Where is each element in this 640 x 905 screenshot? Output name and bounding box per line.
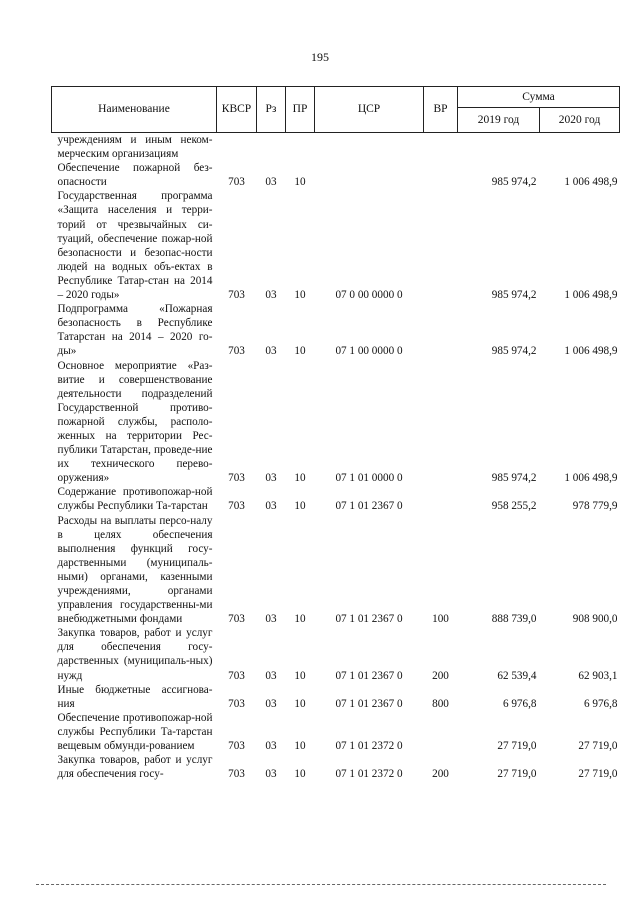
- row-csr: [315, 133, 424, 162]
- row-csr: 07 1 01 2367 0: [335, 697, 403, 710]
- row-sum-2019: 958 255,2: [491, 500, 537, 513]
- row-pr: 10: [294, 345, 306, 358]
- row-name: Основное мероприятие «Раз-витие и совершенствование деятельности подразделений Государственной противо-пожарной службы, располо-женных на территории Рес-публики Татарстан, проведе-ние их технического перево-оружения»: [57, 359, 213, 485]
- row-name: Содержание противопожар-ной службы Республики Та-тарстан: [57, 486, 213, 513]
- page-number: 195: [311, 50, 329, 64]
- row-csr: 07 0 00 0000 0: [335, 289, 403, 302]
- row-rz: 03: [265, 740, 277, 753]
- row-rz: 03: [265, 613, 277, 626]
- row-vr: 100: [432, 613, 449, 626]
- table-header: [52, 87, 620, 133]
- row-vr: 200: [432, 768, 449, 781]
- header-year-2019: 2019 год: [458, 108, 540, 133]
- row-kvsr: 703: [228, 472, 245, 485]
- row-sum-2019: 27 719,0: [497, 740, 537, 753]
- row-sum-2020: 62 903,1: [578, 669, 618, 682]
- row-name: Подпрограмма «Пожарная безопасность в Республике Татарстан на 2014 – 2020 го-ды»: [57, 303, 213, 358]
- row-rz: 03: [265, 176, 277, 189]
- row-kvsr: 703: [228, 613, 245, 626]
- row-vr: 800: [432, 697, 449, 710]
- bottom-divider: [36, 884, 606, 885]
- row-name: Обеспечение пожарной без-опасности: [57, 162, 213, 189]
- row-sum-2019: 985 974,2: [491, 289, 537, 302]
- row-pr: 10: [294, 740, 306, 753]
- row-sum-2019: 6 976,8: [502, 697, 537, 710]
- row-csr: 07 1 01 2367 0: [335, 669, 403, 682]
- table-row: [52, 189, 620, 302]
- row-vr: [424, 161, 458, 189]
- row-rz: [257, 133, 286, 162]
- table-row: [52, 753, 620, 781]
- row-vr: 200: [432, 669, 449, 682]
- table-row: [52, 711, 620, 753]
- header-pr: ПР: [286, 87, 315, 133]
- header-vr: ВР: [424, 87, 458, 133]
- row-sum-2019: 62 539,4: [497, 669, 537, 682]
- budget-table: [51, 86, 620, 781]
- row-csr: 07 1 01 0000 0: [335, 472, 403, 485]
- row-sum-2020: 978 779,9: [572, 500, 618, 513]
- row-csr: 07 1 01 2372 0: [335, 768, 403, 781]
- row-sum-2020: [540, 133, 620, 162]
- row-vr: [424, 359, 458, 486]
- row-rz: 03: [265, 500, 277, 513]
- table-row: [52, 683, 620, 711]
- row-pr: 10: [294, 176, 306, 189]
- row-rz: 03: [265, 697, 277, 710]
- row-sum-2019: 27 719,0: [497, 768, 537, 781]
- row-pr: 10: [294, 289, 306, 302]
- row-name: Государственная программа «Защита населения и терри-торий от чрезвычайных си-туаций, обеспечение пожар-ной безопасности и безопас-ности людей на водных объ-ектах в Республике Татар-стан на 2014 – 2020 годы»: [57, 190, 213, 302]
- header-year-2020: 2020 год: [540, 108, 620, 133]
- row-vr: [424, 189, 458, 302]
- row-kvsr: 703: [228, 740, 245, 753]
- header-name: Наименование: [52, 87, 217, 133]
- row-kvsr: 703: [228, 345, 245, 358]
- row-sum-2019: 985 974,2: [491, 345, 537, 358]
- row-rz: 03: [265, 289, 277, 302]
- row-sum-2020: 27 719,0: [578, 768, 618, 781]
- row-name: Расходы на выплаты персо-налу в целях обеспечения выполнения функций госу-дарственными (муниципаль-ными) органами, казенными учреждениями, органами управления государственны-ми внебюджетными фондами: [57, 514, 213, 626]
- row-kvsr: 703: [228, 697, 245, 710]
- row-kvsr: 703: [228, 768, 245, 781]
- row-vr: [424, 711, 458, 753]
- row-rz: 03: [265, 472, 277, 485]
- table-row: [52, 514, 620, 627]
- row-vr: [424, 485, 458, 513]
- row-sum-2020: 1 006 498,9: [564, 289, 618, 302]
- row-kvsr: 703: [228, 289, 245, 302]
- row-pr: 10: [294, 500, 306, 513]
- row-sum-2019: 985 974,2: [491, 176, 537, 189]
- row-name: Обеспечение противопожар-ной службы Республики Та-тарстан вещевым обмунди-рованием: [57, 711, 213, 753]
- header-kvsr: КВСР: [217, 87, 257, 133]
- row-rz: 03: [265, 768, 277, 781]
- row-name: учреждениям и иным неком-мерческим организациям: [57, 134, 213, 161]
- header-sum: Сумма: [458, 87, 620, 108]
- table-row: [52, 133, 620, 162]
- row-sum-2020: 27 719,0: [578, 740, 618, 753]
- row-csr: 07 1 01 2367 0: [335, 500, 403, 513]
- row-pr: 10: [294, 669, 306, 682]
- row-csr: 07 1 01 2367 0: [335, 613, 403, 626]
- table-row: [52, 359, 620, 486]
- row-name: Закупка товаров, работ и услуг для обеспечения госу-дарственных (муниципаль-ных) нужд: [57, 627, 213, 682]
- row-sum-2019: 888 739,0: [491, 613, 537, 626]
- row-pr: 10: [294, 768, 306, 781]
- row-rz: 03: [265, 669, 277, 682]
- row-name: Иные бюджетные ассигнова-ния: [57, 683, 213, 710]
- table-row: [52, 485, 620, 513]
- row-csr: 07 1 01 2372 0: [335, 740, 403, 753]
- row-kvsr: [217, 133, 257, 162]
- row-sum-2020: 1 006 498,9: [564, 472, 618, 485]
- header-rz: Рз: [257, 87, 286, 133]
- row-kvsr: 703: [228, 669, 245, 682]
- row-kvsr: 703: [228, 176, 245, 189]
- row-vr: [424, 302, 458, 358]
- table-row: [52, 626, 620, 682]
- row-pr: 10: [294, 697, 306, 710]
- row-vr: [424, 133, 458, 162]
- row-sum-2020: 1 006 498,9: [564, 345, 618, 358]
- table-body: [52, 133, 620, 782]
- row-rz: 03: [265, 345, 277, 358]
- row-sum-2019: 985 974,2: [491, 472, 537, 485]
- row-kvsr: 703: [228, 500, 245, 513]
- row-sum-2020: 908 900,0: [572, 613, 618, 626]
- row-sum-2019: [458, 133, 540, 162]
- row-sum-2020: 6 976,8: [583, 697, 618, 710]
- table-row: [52, 302, 620, 358]
- header-csr: ЦСР: [315, 87, 424, 133]
- row-name: Закупка товаров, работ и услуг для обеспечения госу-: [57, 754, 213, 781]
- row-pr: 10: [294, 472, 306, 485]
- row-pr: [286, 133, 315, 162]
- row-sum-2020: 1 006 498,9: [564, 176, 618, 189]
- row-csr: [315, 161, 424, 189]
- row-pr: 10: [294, 613, 306, 626]
- row-csr: 07 1 00 0000 0: [335, 345, 403, 358]
- table-row: [52, 161, 620, 189]
